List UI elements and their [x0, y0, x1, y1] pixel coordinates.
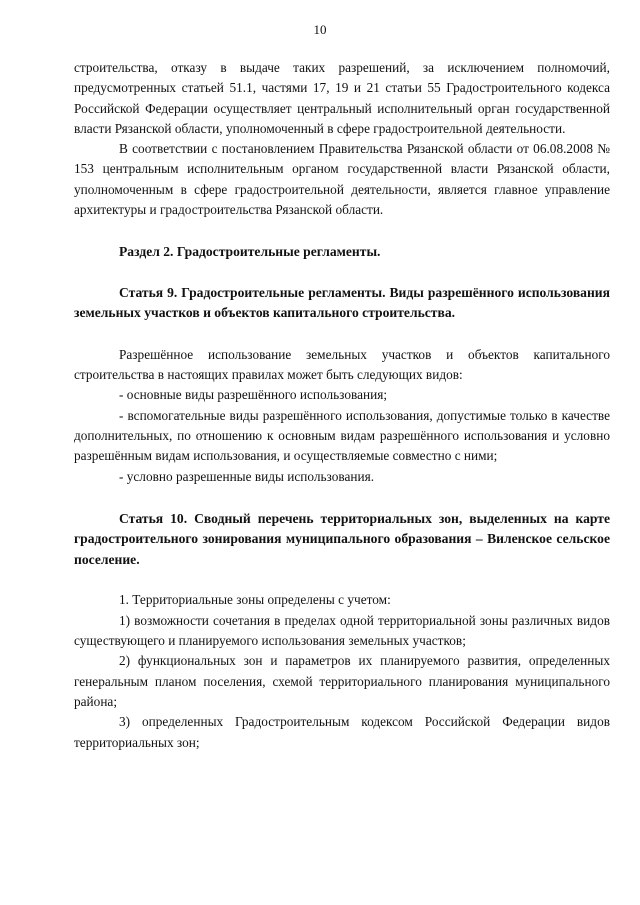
intro-paragraph-2: В соответствии с постановлением Правительства Рязанской области от 06.08.2008 № 153 центральным исполнительным органом государственной власти Рязанской области, уполномоченным в сфере градостроительной деятельности, является главное управление архитектуры и градостроительства Рязанской области. — [74, 141, 610, 218]
intro-paragraph-1: строительства, отказу в выдаче таких разрешений, за исключением полномочий, предусмотренных статьей 51.1, частями 17, 19 и 21 статьи 55 Градостроительного кодекса Российской Федерации осуществляет центральный исполнительный орган государственной власти Рязанской области, уполномоченный в сфере градостроительной деятельности. — [74, 60, 610, 136]
article-9-paragraph-1: Разрешённое использование земельных участков и объектов капитального строительства в настоящих правилах может быть следующих видов: — [74, 346, 610, 383]
article-10-list-item: 1) возможности сочетания в пределах одной территориальной зоны различных видов существующего и планируемого использования земельных участков; — [74, 612, 610, 649]
page-number: 10 — [313, 22, 327, 37]
article-10-list-item: 3) определенных Градостроительным кодексом Российской Федерации видов территориальных зон; — [74, 714, 610, 750]
article-9-list-item: - основные виды разрешённого использования; — [119, 387, 388, 403]
article-9-title: Статья 9. Градостроительные регламенты. Виды разрешённого использования земельных участков и объектов капитального строительства. — [74, 284, 610, 321]
article-10-paragraph-1: 1. Территориальные зоны определены с учетом: — [119, 592, 391, 608]
article-9-list-item: - условно разрешенные виды использования. — [119, 468, 375, 484]
article-9-list-item: - вспомогательные виды разрешённого использования, допустимые только в качестве дополнительных, по отношению к основным видам разрешённого использования и условно разрешённым видам использования, и осуществляемые совместно с ними; — [74, 407, 610, 464]
document-body — [74, 58, 610, 753]
article-10-title: Статья 10. Сводный перечень территориальных зон, выделенных на карте градостроительного зонирования муниципального образования – Виленское сельское поселение. — [74, 510, 610, 567]
article-10-list-item: 2) функциональных зон и параметров их планируемого развития, определенных генеральным планом поселения, схемой территориального планирования муниципального района; — [74, 653, 610, 709]
section-2-title: Раздел 2. Градостроительные регламенты. — [119, 244, 381, 260]
